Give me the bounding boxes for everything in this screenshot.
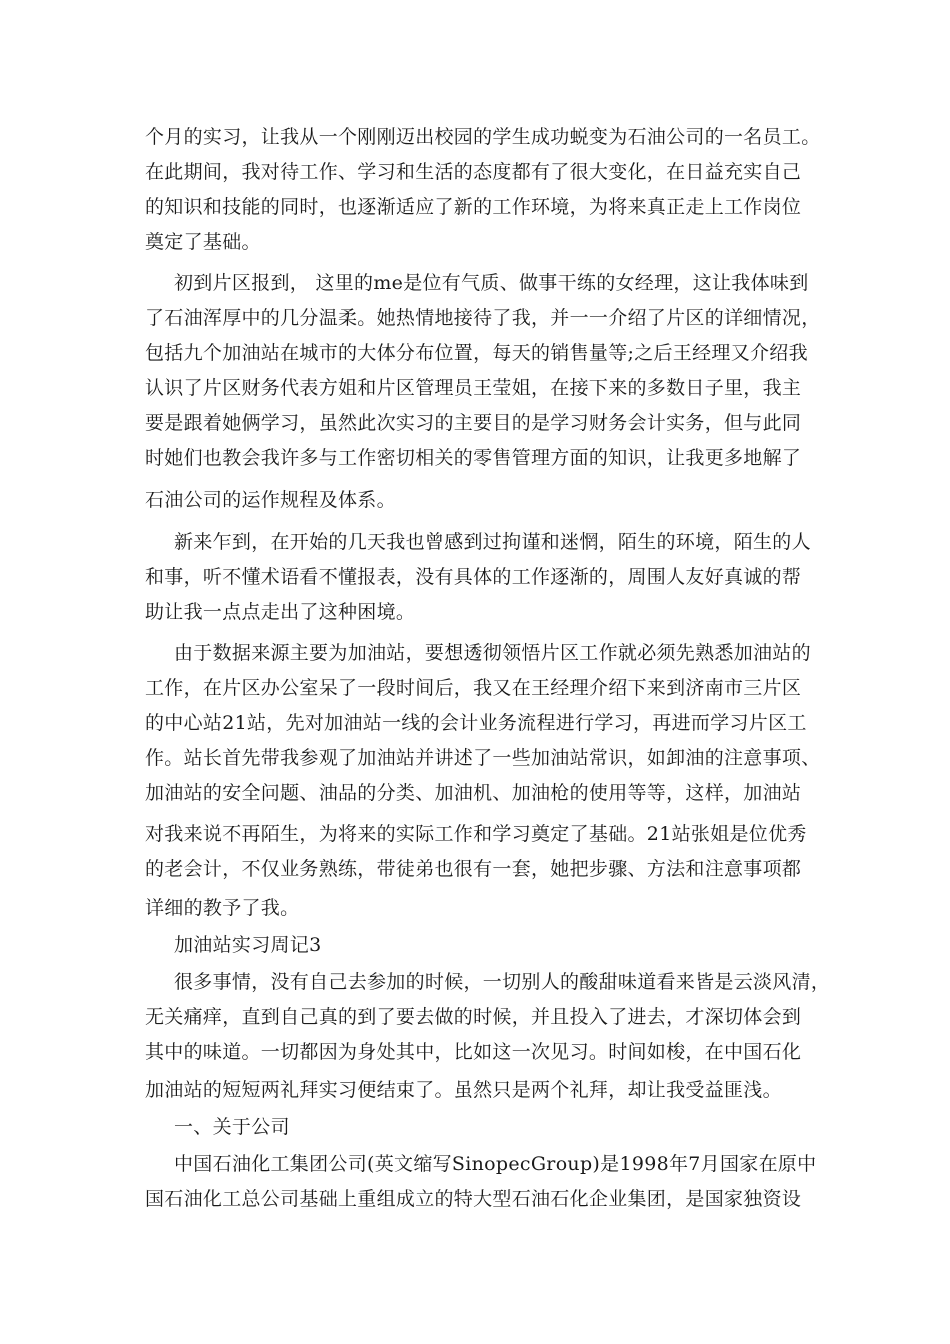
text-line: 石油公司的运作规程及体系。 bbox=[145, 489, 396, 511]
text-line: 对我来说不再陌生，为将来的实际工作和学习奠定了基础。21站张姐是位优秀 bbox=[145, 823, 807, 845]
text-line: 加油站的短短两礼拜实习便结束了。虽然只是两个礼拜，却让我受益匪浅。 bbox=[145, 1079, 782, 1101]
text-line: 要是跟着她俩学习，虽然此次实习的主要目的是学习财务会计实务，但与此同 bbox=[145, 412, 802, 434]
text-line: 和事，听不懂术语看不懂报表，没有具体的工作逐渐的，周围人友好真诚的帮 bbox=[145, 566, 802, 588]
text-line: 个月的实习，让我从一个刚刚迈出校园的学生成功蜕变为石油公司的一名员工。 bbox=[145, 126, 821, 148]
section-heading: 一、关于公司 bbox=[174, 1116, 290, 1138]
text-line: 的知识和技能的同时，也逐渐适应了新的工作环境，为将来真正走上工作岗位 bbox=[145, 196, 802, 218]
text-line: 认识了片区财务代表方姐和片区管理员王莹姐，在接下来的多数日子里，我主 bbox=[145, 377, 802, 399]
text-line: 在此期间，我对待工作、学习和生活的态度都有了很大变化，在日益充实自己 bbox=[145, 161, 802, 183]
text-line: 中国石油化工集团公司(英文缩写SinopecGroup)是1998年7月国家在原中 bbox=[174, 1153, 817, 1175]
text-line: 作。站长首先带我参观了加油站并讲述了一些加油站常识，如卸油的注意事项、 bbox=[145, 747, 821, 769]
text-line: 无关痛痒，直到自己真的到了要去做的时候，并且投入了进去，才深切体会到 bbox=[145, 1006, 802, 1028]
text-line: 其中的味道。一切都因为身处其中，比如这一次见习。时间如梭，在中国石化 bbox=[145, 1041, 802, 1063]
text-line: 由于数据来源主要为加油站，要想透彻领悟片区工作就必须先熟悉加油站的 bbox=[174, 642, 811, 664]
text-line: 国石油化工总公司基础上重组成立的特大型石油石化企业集团，是国家独资设 bbox=[145, 1188, 802, 1210]
text-line: 很多事情，没有自己去参加的时候，一切别人的酸甜味道看来皆是云淡风清， bbox=[174, 971, 831, 993]
text-line: 助让我一点点走出了这种困境。 bbox=[145, 601, 416, 623]
text-line: 初到片区报到， 这里的me是位有气质、做事干练的女经理，这让我体味到 bbox=[174, 272, 809, 294]
text-line: 奠定了基础。 bbox=[145, 231, 261, 253]
text-line: 工作，在片区办公室呆了一段时间后，我又在王经理介绍下来到济南市三片区 bbox=[145, 677, 802, 699]
text-line: 详细的教予了我。 bbox=[145, 897, 300, 919]
text-line: 的中心站21站，先对加油站一线的会计业务流程进行学习，再进而学习片区工 bbox=[145, 712, 807, 734]
text-line: 了石油浑厚中的几分温柔。她热情地接待了我，并一一介绍了片区的详细情况， bbox=[145, 307, 821, 329]
text-line: 加油站的安全问题、油品的分类、加油机、加油枪的使用等等，这样，加油站 bbox=[145, 782, 802, 804]
section-heading: 加油站实习周记3 bbox=[174, 934, 322, 956]
text-line: 时她们也教会我许多与工作密切相关的零售管理方面的知识，让我更多地解了 bbox=[145, 447, 802, 469]
text-line: 新来乍到，在开始的几天我也曾感到过拘谨和迷惘，陌生的环境，陌生的人 bbox=[174, 531, 811, 553]
text-line: 的老会计，不仅业务熟练，带徒弟也很有一套，她把步骤、方法和注意事项都 bbox=[145, 858, 802, 880]
text-line: 包括九个加油站在城市的大体分布位置，每天的销售量等;之后王经理又介绍我 bbox=[145, 342, 808, 364]
